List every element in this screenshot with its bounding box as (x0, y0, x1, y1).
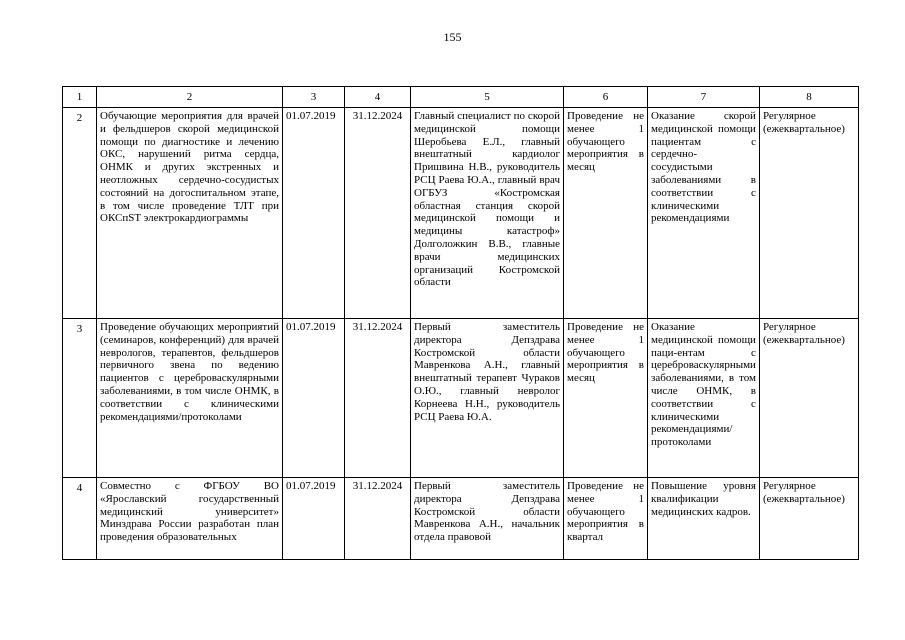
indicator-cell: Проведение не менее 1 обучающего мероприятия в квартал (564, 478, 648, 560)
responsible-cell: Первый заместитель директора Депздрава Костромской области Мавренкова А.Н., главный внештатный терапевт Чураков О.Ю., главный невролог Корнеева Н.Н., руководитель РСЦ Раева Ю.А. (411, 319, 564, 478)
end-date-cell: 31.12.2024 (345, 478, 411, 560)
header-cell: 5 (411, 87, 564, 108)
table-row (63, 108, 859, 319)
header-cell: 3 (283, 87, 345, 108)
row-number: 2 (63, 108, 97, 319)
header-cell: 1 (63, 87, 97, 108)
header-cell: 2 (97, 87, 283, 108)
header-cell: 7 (648, 87, 760, 108)
responsible-cell: Главный специалист по скорой медицинской помощи Шеробьева Е.Л., главный внештатный кардиолог Пришвина Н.В., руководитель РСЦ Раева Ю.А., главный врач ОГБУЗ «Костромская областная станция скорой медицинской помощи и медицины катастроф» Долголожкин В.В., главные врачи медицинских организаций Костромской области (411, 108, 564, 319)
start-date-cell: 01.07.2019 (283, 108, 345, 319)
result-cell: Повышение уровня квалификации медицинских кадров. (648, 478, 760, 560)
start-date-cell: 01.07.2019 (283, 478, 345, 560)
result-cell: Оказание медицинской помощи паци-ентам с цереброваскулярными заболеваниями, в том числе ОНМК, в соответствии с клиническими рекомендациями/ протоколами (648, 319, 760, 478)
end-date-cell: 31.12.2024 (345, 108, 411, 319)
header-row (63, 87, 859, 108)
start-date-cell: 01.07.2019 (283, 319, 345, 478)
header-cell: 8 (759, 87, 858, 108)
indicator-cell: Проведение не менее 1 обучающего мероприятия в месяц (564, 319, 648, 478)
header-cell: 4 (345, 87, 411, 108)
table-row (63, 319, 859, 478)
event-cell: Совместно с ФГБОУ ВО «Ярославский государственный медицинский университет» Минздрава России разработан план проведения образовательных (97, 478, 283, 560)
row-number: 3 (63, 319, 97, 478)
event-cell: Проведение обучающих мероприятий (семинаров, конференций) для врачей неврологов, терапевтов, фельдшеров первичного звена по ведению пациентов с цереброваскулярными заболеваниями, в том числе ОНМК, в соответствии с клиническими рекомендациями/протоколами (97, 319, 283, 478)
result-cell: Оказание скорой медицинской помощи пациентам с сердечно-сосудистыми заболеваниями в соответствии с клиническими рекомендациями (648, 108, 760, 319)
responsible-cell: Первый заместитель директора Депздрава Костромской области Мавренкова А.Н., начальник отдела правовой (411, 478, 564, 560)
table-row (63, 478, 859, 560)
periodicity-cell: Регулярное (ежеквартальное) (759, 108, 858, 319)
header-cell: 6 (564, 87, 648, 108)
row-number: 4 (63, 478, 97, 560)
indicator-cell: Проведение не менее 1 обучающего мероприятия в месяц (564, 108, 648, 319)
plan-table (62, 86, 859, 560)
end-date-cell: 31.12.2024 (345, 319, 411, 478)
event-cell: Обучающие мероприятия для врачей и фельдшеров скорой медицинской помощи по диагностике и лечению ОКС, нарушений ритма сердца, ОНМК и других экстренных и неотложных сердечно-сосудистых состояний на догоспитальном этапе, в том числе проведение ТЛТ при ОКСпST электрокардиограммы (97, 108, 283, 319)
page-number: 155 (443, 30, 462, 44)
periodicity-cell: Регулярное (ежеквартальное) (759, 478, 858, 560)
periodicity-cell: Регулярное (ежеквартальное) (759, 319, 858, 478)
